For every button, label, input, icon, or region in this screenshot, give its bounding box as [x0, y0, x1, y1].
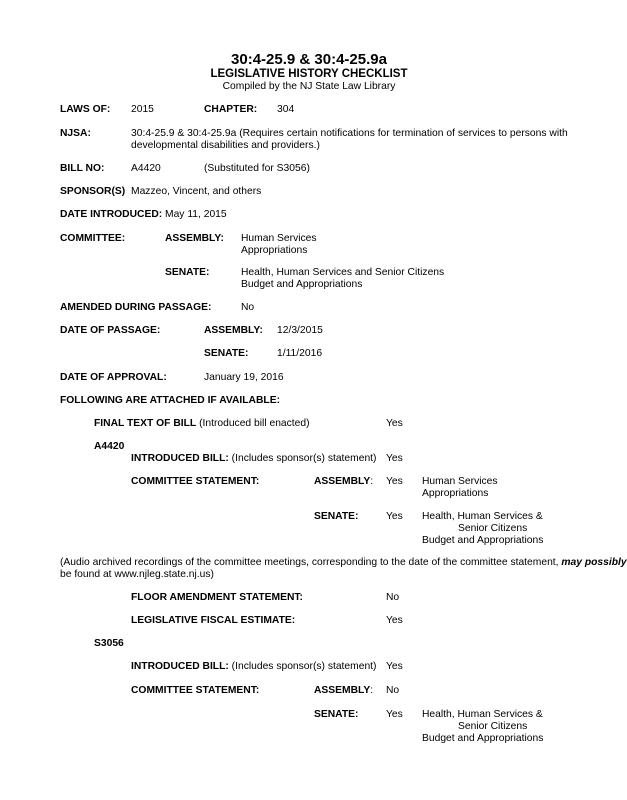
s3056-assembly-value: No	[386, 685, 400, 696]
a4420-introduced-value: Yes	[386, 453, 403, 464]
a4420-label: A4420	[94, 441, 125, 452]
committee-senate-line2: Budget and Appropriations	[241, 279, 363, 290]
a4420-assembly-colon: :	[370, 476, 374, 487]
passage-senate-value: 1/11/2016	[277, 348, 323, 359]
a4420-assembly-line2: Appropriations	[422, 488, 489, 499]
committee-assembly-label: ASSEMBLY:	[165, 233, 224, 244]
fiscal-estimate-value: Yes	[386, 615, 403, 626]
a4420-senate-label: SENATE:	[314, 511, 359, 522]
passage-assembly-label: ASSEMBLY:	[204, 325, 263, 336]
page-subtitle: LEGISLATIVE HISTORY CHECKLIST	[210, 68, 408, 80]
chapter-value: 304	[277, 104, 295, 115]
a4420-senate-line2: Senior Citizens	[458, 523, 528, 534]
a4420-senate-line3: Budget and Appropriations	[422, 535, 544, 546]
passage-senate-label: SENATE:	[204, 348, 249, 359]
sponsors-value: Mazzeo, Vincent, and others	[131, 186, 262, 197]
njsa-line1: 30:4-25.9 & 30:4-25.9a (Requires certain notifications for termination of services to persons with	[131, 128, 568, 139]
audio-note-prefix: (Audio archived recordings of the committee meetings, corresponding to the date of the committee statement,	[60, 557, 562, 568]
fiscal-estimate-label: LEGISLATIVE FISCAL ESTIMATE:	[131, 615, 296, 626]
njsa-line2: developmental disabilities and providers.)	[131, 140, 320, 151]
final-text-value: Yes	[386, 418, 403, 429]
s3056-introduced-note: (Includes sponsor(s) statement)	[228, 661, 377, 672]
audio-note-line2: be found at www.njleg.state.nj.us)	[60, 569, 214, 580]
committee-senate-label: SENATE:	[165, 267, 210, 278]
committee-senate-line1: Health, Human Services and Senior Citizens	[241, 267, 445, 278]
a4420-assembly-label: ASSEMBLY	[314, 476, 371, 487]
s3056-introduced-row	[131, 661, 376, 673]
a4420-committee-label: COMMITTEE STATEMENT:	[131, 476, 260, 487]
laws-of-label: LAWS OF:	[60, 104, 111, 115]
attached-heading: FOLLOWING ARE ATTACHED IF AVAILABLE:	[60, 395, 281, 406]
s3056-committee-label: COMMITTEE STATEMENT:	[131, 685, 260, 696]
a4420-senate-line1: Health, Human Services &	[422, 511, 543, 522]
date-introduced-value: May 11, 2015	[165, 209, 227, 220]
a4420-introduced-label: INTRODUCED BILL:	[131, 453, 229, 464]
a4420-senate-value: Yes	[386, 511, 403, 522]
bill-no-note: (Substituted for S3056)	[204, 163, 310, 174]
s3056-senate-value: Yes	[386, 709, 403, 720]
s3056-senate-line3: Budget and Appropriations	[422, 733, 544, 744]
s3056-assembly-label: ASSEMBLY	[314, 685, 371, 696]
final-text-row	[94, 418, 310, 430]
passage-assembly-value: 12/3/2015	[277, 325, 323, 336]
committee-label: COMMITTEE:	[60, 233, 126, 244]
a4420-introduced-note: (Includes sponsor(s) statement)	[228, 453, 377, 464]
approval-value: January 19, 2016	[204, 372, 284, 383]
amended-value: No	[241, 302, 255, 313]
a4420-introduced-row	[131, 453, 376, 465]
final-text-label: FINAL TEXT OF BILL	[94, 418, 197, 429]
s3056-assembly-colon: :	[370, 685, 374, 696]
final-text-note: (Introduced bill enacted)	[196, 418, 310, 429]
s3056-introduced-value: Yes	[386, 661, 403, 672]
bill-no-label: BILL NO:	[60, 163, 105, 174]
s3056-senate-line1: Health, Human Services &	[422, 709, 543, 720]
committee-assembly-line1: Human Services	[241, 233, 317, 244]
s3056-senate-label: SENATE:	[314, 709, 359, 720]
s3056-introduced-label: INTRODUCED BILL:	[131, 661, 229, 672]
a4420-assembly-value: Yes	[386, 476, 403, 487]
audio-note-line1	[60, 557, 627, 569]
s3056-senate-line2: Senior Citizens	[458, 721, 528, 732]
date-introduced-label: DATE INTRODUCED:	[60, 209, 163, 220]
committee-assembly-line2: Appropriations	[241, 245, 308, 256]
amended-label: AMENDED DURING PASSAGE:	[60, 302, 212, 313]
approval-label: DATE OF APPROVAL:	[60, 372, 167, 383]
sponsors-label: SPONSOR(S)	[60, 186, 126, 197]
floor-amendment-value: No	[386, 592, 400, 603]
audio-note-emphasis: may possibly	[561, 557, 627, 568]
laws-of-value: 2015	[131, 104, 154, 115]
chapter-label: CHAPTER:	[204, 104, 258, 115]
passage-label: DATE OF PASSAGE:	[60, 325, 161, 336]
a4420-assembly-line1: Human Services	[422, 476, 498, 487]
njsa-label: NJSA:	[60, 128, 91, 139]
bill-no-value: A4420	[131, 163, 161, 174]
compiled-by: Compiled by the NJ State Law Library	[222, 81, 396, 92]
a4420-assembly-row	[314, 476, 373, 488]
floor-amendment-label: FLOOR AMENDMENT STATEMENT:	[131, 592, 303, 603]
page-title: 30:4-25.9 & 30:4-25.9a	[231, 51, 387, 68]
s3056-label: S3056	[94, 638, 124, 649]
s3056-assembly-row	[314, 685, 373, 697]
